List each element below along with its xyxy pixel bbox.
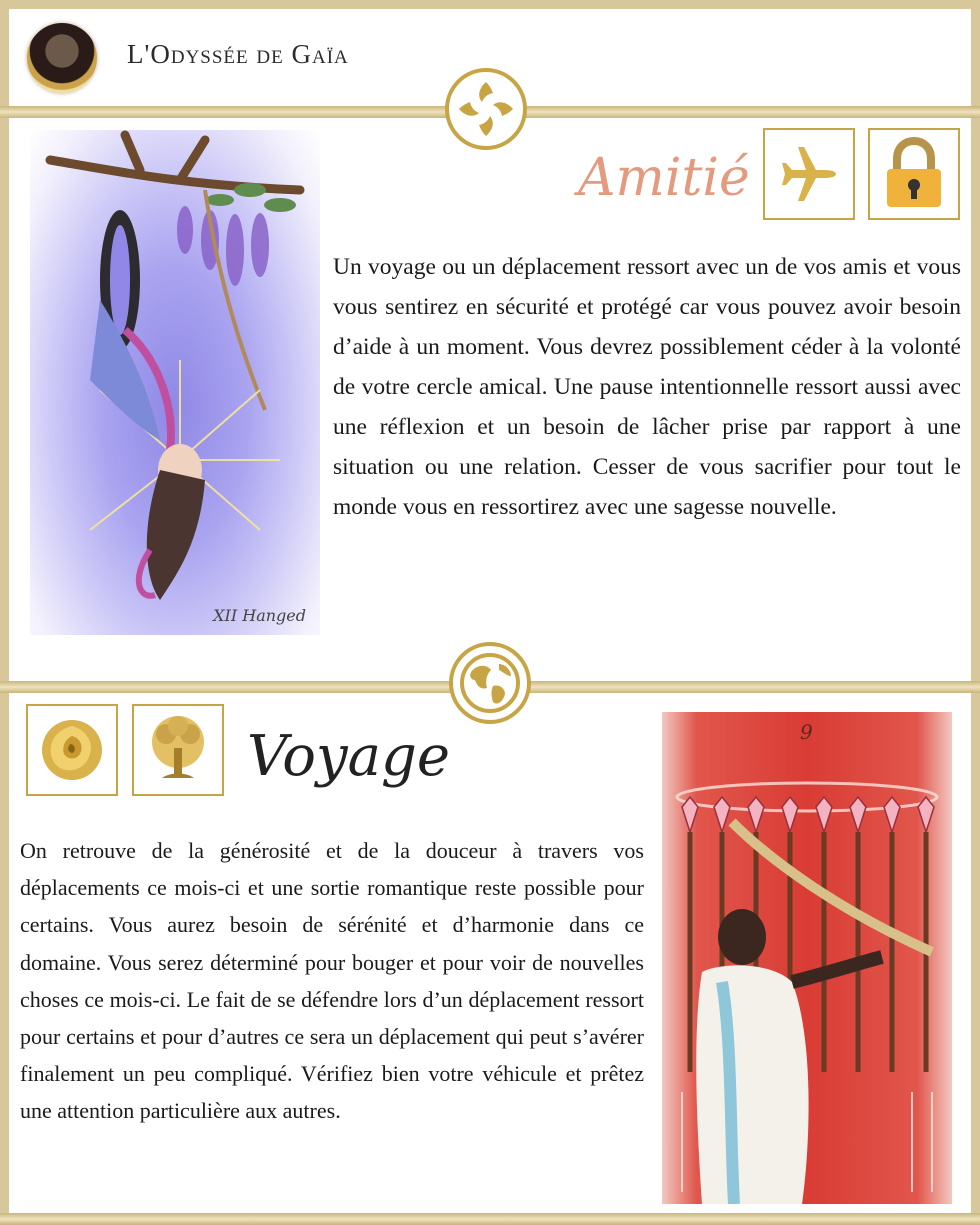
rose-icon <box>26 704 118 796</box>
nine-of-wands-tarot-card <box>662 712 952 1204</box>
hanged-man-tarot-card <box>30 130 320 635</box>
section-title-amitie: Amitié <box>578 148 750 208</box>
divider-band-bottom <box>0 1213 980 1225</box>
airplane-icon <box>763 128 855 220</box>
globe-icon <box>449 642 531 724</box>
site-title: L'Odyssée de Gaïa <box>127 39 349 69</box>
padlock-icon <box>868 128 960 220</box>
section-title-voyage: Voyage <box>247 724 451 789</box>
amitie-paragraph: Un voyage ou un déplacement ressort avec un de vos amis et vous vous sentirez en sécurité et protégé car vous pouvez avoir besoin d’aide à un moment. Vous devrez possiblement céder à la volonté de votre cercle amical. Une pause intentionnelle ressort aussi avec une réflexion et un besoin de lâcher prise par rapport à une situation ou une relation. Cesser de vous sacrifier pour tout le monde vous en ressortirez avec une sagesse nouvelle. <box>333 254 961 520</box>
author-avatar <box>27 23 97 93</box>
tree-of-life-icon <box>132 704 224 796</box>
card-number: 9 <box>800 720 813 744</box>
card-caption: XII Hanged <box>213 606 306 625</box>
hands-circle-icon <box>445 68 527 150</box>
voyage-paragraph: On retrouve de la générosité et de la douceur à travers vos déplacements ce mois-ci et une sortie romantique reste possible pour certains. Vous aurez besoin de sérénité et d’harmonie dans ce domaine. Vous serez déterminé pour bouger et pour voir de nouvelles choses ce mois-ci. Le fait de se défendre lors d’un déplacement ressort pour certains et pour d’autres ce sera un déplacement qui peut s’avérer finalement un peu compliqué. Vérifiez bien votre véhicule et prêtez une attention particulière aux autres. <box>20 838 644 1124</box>
